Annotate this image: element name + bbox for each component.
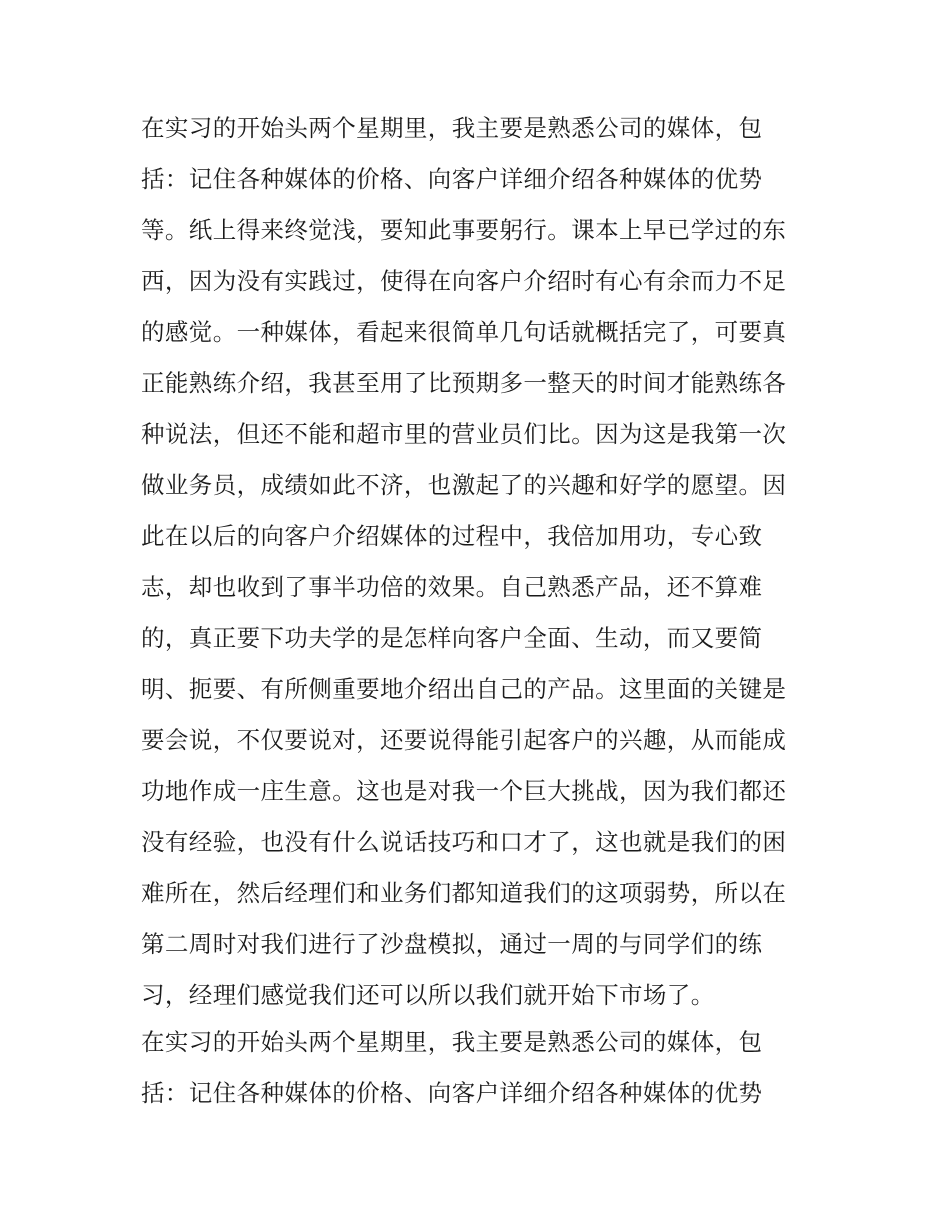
paragraph-line: 西，因为没有实践过，使得在向客户介绍时有心有余而力不足: [141, 267, 787, 295]
paragraph-line: 没有经验，也没有什么说话技巧和口才了，这也就是我们的困: [141, 828, 787, 856]
paragraph-line: 等。纸上得来终觉浅，要知此事要躬行。课本上早已学过的东: [141, 216, 787, 244]
body-paragraph-2: [141, 1017, 821, 1119]
paragraph-line: 此在以后的向客户介绍媒体的过程中，我倍加用功，专心致: [141, 522, 763, 550]
paragraph-line: 明、扼要、有所侧重要地介绍出自己的产品。这里面的关键是: [141, 675, 787, 703]
paragraph-line: 的，真正要下功夫学的是怎样向客户全面、生动，而又要简: [141, 624, 763, 652]
paragraph-line: 括：记住各种媒体的价格、向客户详细介绍各种媒体的优势: [141, 165, 763, 193]
paragraph-line: 做业务员，成绩如此不济，也激起了的兴趣和好学的愿望。因: [141, 471, 787, 499]
paragraph-line: 第二周时对我们进行了沙盘模拟，通过一周的与同学们的练: [141, 930, 763, 958]
paragraph-line: 功地作成一庄生意。这也是对我一个巨大挑战，因为我们都还: [141, 777, 787, 805]
body-paragraph-1: [141, 103, 821, 1021]
paragraph-line: 志，却也收到了事半功倍的效果。自己熟悉产品，还不算难: [141, 573, 763, 601]
paragraph-line: 习，经理们感觉我们还可以所以我们就开始下市场了。: [141, 981, 715, 1009]
paragraph-line: 的感觉。一种媒体，看起来很简单几句话就概括完了，可要真: [141, 318, 787, 346]
paragraph-line: 要会说，不仅要说对，还要说得能引起客户的兴趣，从而能成: [141, 726, 787, 754]
paragraph-line: 种说法，但还不能和超市里的营业员们比。因为这是我第一次: [141, 420, 787, 448]
paragraph-line: 正能熟练介绍，我甚至用了比预期多一整天的时间才能熟练各: [141, 369, 787, 397]
paragraph-line: 在实习的开始头两个星期里，我主要是熟悉公司的媒体，包: [141, 114, 763, 142]
paragraph-line: 在实习的开始头两个星期里，我主要是熟悉公司的媒体，包: [141, 1028, 763, 1056]
paragraph-line: 难所在，然后经理们和业务们都知道我们的这项弱势，所以在: [141, 879, 787, 907]
paragraph-line: 括：记住各种媒体的价格、向客户详细介绍各种媒体的优势: [141, 1079, 763, 1107]
